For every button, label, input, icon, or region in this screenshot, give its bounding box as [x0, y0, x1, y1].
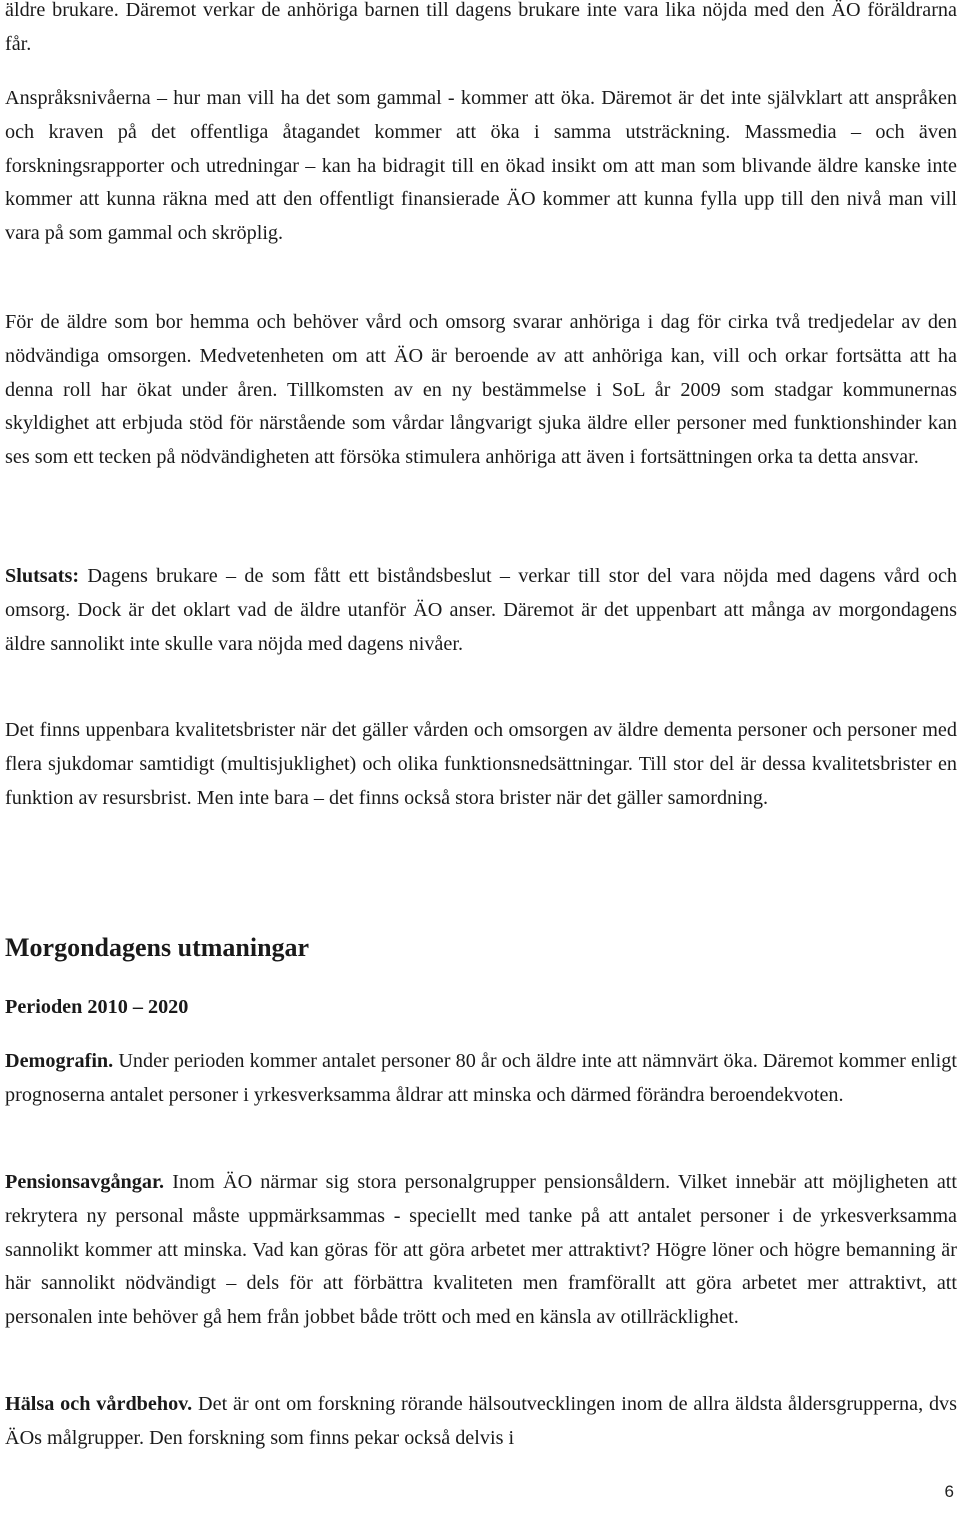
- paragraph-intro: äldre brukare. Däremot verkar de anhöriga barnen till dagens brukare inte vara lika nöjda med den ÄO föräldrarna får.: [5, 0, 957, 55]
- paragraph-conclusion: Slutsats: Dagens brukare – de som fått ett biståndsbeslut – verkar till stor del vara nöjda med dagens vård och omsorg. Dock är det oklart vad de äldre utanför ÄO anser. Däremot är det uppenbart att många av morgondagens äldre sannolikt inte skulle vara nöjda med dagens nivåer.: [5, 565, 957, 655]
- paragraph-demography: Demografin. Under perioden kommer antalet personer 80 år och äldre inte att nämnvärt öka. Däremot kommer enligt prognoserna antalet personer i yrkesverksamma åldrar att minska och därmed förändra beroendekvoten.: [5, 1050, 957, 1106]
- paragraph-quality: Det finns uppenbara kvalitetsbrister när det gäller vården och omsorgen av äldre dementa personer och personer med flera sjukdomar samtidigt (multisjuklighet) och olika funktionsnedsättningar. Till stor del är dessa kvalitetsbrister en funktion av resursbrist. Men inte bara – det finns också stora brister när det gäller samordning.: [5, 719, 957, 809]
- demography-lead: Demografin.: [5, 1050, 114, 1072]
- section-heading: Morgondagens utmaningar: [5, 933, 310, 962]
- page-number: 6: [944, 1482, 954, 1501]
- paragraph-health: Hälsa och vårdbehov. Det är ont om forskning rörande hälsoutvecklingen inom de allra äldsta åldersgrupperna, dvs ÄOs målgrupper. Den forskning som finns pekar också delvis i: [5, 1393, 957, 1449]
- paragraph-relatives: För de äldre som bor hemma och behöver vård och omsorg svarar anhöriga i dag för cirka två tredjedelar av den nödvändiga omsorgen. Medvetenheten om att ÄO är beroende av att anhöriga kan, vill och orkar fortsätta att ha denna roll har ökat under åren. Tillkomsten av en ny bestämmelse i SoL år 2009 som stadgar kommunernas skyldighet att erbjuda stöd för närstående som vårdar långvarigt sjuka äldre eller personer med funktionshinder kan ses som ett tecken på nödvändigheten att försöka stimulera anhöriga att även i fortsättningen orka ta detta ansvar.: [5, 311, 957, 469]
- conclusion-lead: Slutsats:: [5, 565, 80, 587]
- paragraph-expectations: Anspråksnivåerna – hur man vill ha det som gammal - kommer att öka. Däremot är det inte självklart att anspråken och kraven på det offentliga åtagandet kommer att öka i samma utsträckning. Massmedia – och även forskningsrapporter och utredningar – kan ha bidragit till en ökad insikt om att man som blivande äldre kanske inte kommer att kunna räkna med att den offentligt finansierade ÄO kommer att kunna fylla upp till den nivå man vill vara på som gammal och skröplig.: [5, 87, 957, 245]
- paragraph-retirements: Pensionsavgångar. Inom ÄO närmar sig stora personalgrupper pensionsåldern. Vilket innebär att möjligheten att rekrytera ny personal måste uppmärksammas - speciellt med tanke på att antalet personer i de yrkesverksamma sannolikt kommer att minska. Vad kan göras för att göra arbetet mer attraktivt? Högre löner och högre bemanning är här sannolikt nödvändigt – dels för att förbättra kvaliteten men framförallt att göra arbetet mer attraktivt, att personalen inte behöver gå hem från jobbet både trött och med en känsla av otillräcklighet.: [5, 1171, 957, 1329]
- retirements-lead: Pensionsavgångar.: [5, 1171, 165, 1193]
- period-subheading: Perioden 2010 – 2020: [5, 996, 189, 1018]
- health-lead: Hälsa och vårdbehov.: [5, 1393, 193, 1415]
